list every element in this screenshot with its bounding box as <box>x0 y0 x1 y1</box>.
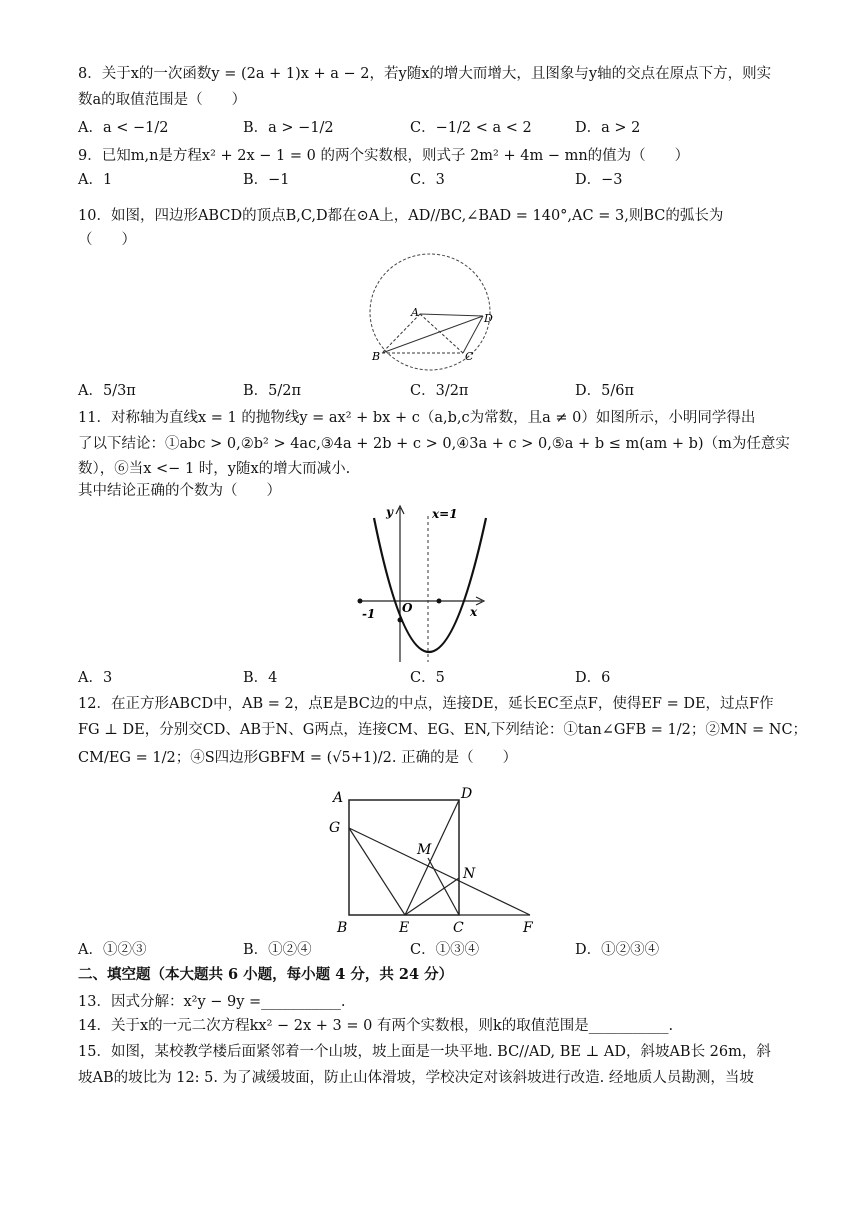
q12-label-b: B <box>337 920 348 936</box>
q10-option-b: B．5/2π <box>243 383 302 399</box>
q12-stem-line2: FG ⊥ DE，分别交CD、AB于N、G两点，连接CM、EG、EN,下列结论：①tan∠GFB = 1/2；②MN = NC； <box>78 722 808 738</box>
q12-label-f: F <box>523 920 533 936</box>
q15-stem-line1: 15．如图，某校教学楼后面紧邻着一个山坡，坡上面是一块平地. BC//AD, BE ⊥ AD，斜坡AB长 26m，斜 <box>78 1044 771 1060</box>
q12-label-c: C <box>453 920 464 936</box>
q11-option-d: D．6 <box>575 670 611 686</box>
q9-option-b: B．−1 <box>243 172 290 188</box>
q12-option-d: D．①②③④ <box>575 942 660 958</box>
q11-label-minus1: -1 <box>362 607 376 621</box>
q12-option-c: C．①③④ <box>410 942 480 958</box>
q12-label-n: N <box>463 866 476 882</box>
q11-label-axis: x=1 <box>432 507 458 521</box>
q10-option-d: D．5/6π <box>575 383 634 399</box>
q11-option-b: B．4 <box>243 670 278 686</box>
q8-stem-line1: 8．关于x的一次函数y = (2a + 1)x + a − 2，若y随x的增大而增大，且图象与y轴的交点在原点下方，则实 <box>78 66 772 82</box>
q11-label-origin: O <box>402 601 413 615</box>
q13-stem: 13．因式分解：x²y − 9y =___________. <box>78 994 346 1010</box>
section-heading: 二、填空题（本大题共 6 小题，每小题 4 分，共 24 分） <box>78 966 454 983</box>
q12-stem-line1: 12．在正方形ABCD中，AB = 2，点E是BC边的中点，连接DE，延长EC至点F，使得EF = DE，过点F作 <box>78 696 774 712</box>
q12-square-figure <box>325 780 545 938</box>
q10-circle-figure <box>360 252 510 374</box>
q12-option-a: A．①②③ <box>78 942 147 958</box>
q15-stem-line2: 坡AB的坡比为 12: 5. 为了减缓坡面，防止山体滑坡，学校决定对该斜坡进行改造. 经地质人员勘测，当坡 <box>78 1070 754 1086</box>
q11-stem-line1: 11．对称轴为直线x = 1 的抛物线y = ax² + bx + c（a,b,c为常数，且a ≠ 0）如图所示，小明同学得出 <box>78 410 756 426</box>
q8-option-d: D．a > 2 <box>575 120 641 136</box>
q10-label-a: A <box>411 306 419 319</box>
q11-stem-line3: 数），⑥当x <− 1 时，y随x的增大而减小. <box>78 461 351 477</box>
q9-option-a: A．1 <box>78 172 113 188</box>
q12-option-b: B．①②④ <box>243 942 312 958</box>
q11-option-c: C．5 <box>410 670 445 686</box>
q11-stem-line2: 了以下结论：①abc > 0,②b² > 4ac,③4a + 2b + c > 0,④3a + c > 0,⑤a + b ≤ m(am + b)（m为任意实 <box>78 436 790 452</box>
q8-option-c: C．−1/2 < a < 2 <box>410 120 532 136</box>
q9-stem-line1: 9．已知m,n是方程x² + 2x − 1 = 0 的两个实数根，则式子 2m² + 4m − mn的值为（ ） <box>78 148 690 164</box>
q10-stem-line2: （ ） <box>78 232 136 248</box>
q11-label-x: x <box>470 605 478 619</box>
q12-label-a: A <box>333 790 344 806</box>
q11-option-a: A．3 <box>78 670 113 686</box>
q8-option-b: B．a > −1/2 <box>243 120 334 136</box>
q14-stem: 14．关于x的一元二次方程kx² − 2x + 3 = 0 有两个实数根，则k的取值范围是___________. <box>78 1018 674 1034</box>
q10-label-d: D <box>484 312 493 325</box>
q9-option-c: C．3 <box>410 172 445 188</box>
q10-stem-line1: 10．如图，四边形ABCD的顶点B,C,D都在⊙A上，AD//BC,∠BAD = 140°,AC = 3,则BC的弧长为 <box>78 208 724 224</box>
q10-option-c: C．3/2π <box>410 383 469 399</box>
q11-stem-line4: 其中结论正确的个数为（ ） <box>78 483 281 499</box>
q12-label-e: E <box>399 920 410 936</box>
q12-label-d: D <box>461 786 473 802</box>
q10-option-a: A．5/3π <box>78 383 136 399</box>
q11-label-y: y <box>386 505 393 519</box>
q10-label-c: C <box>465 350 474 363</box>
q12-stem-line3: CM/EG = 1/2；④S四边形GBFM = (√5+1)/2. 正确的是（ ） <box>78 750 518 766</box>
q9-option-d: D．−3 <box>575 172 623 188</box>
q12-label-m: M <box>417 842 432 858</box>
q8-option-a: A．a < −1/2 <box>78 120 169 136</box>
q8-stem-line2: 数a的取值范围是（ ） <box>78 92 247 108</box>
q10-label-b: B <box>372 350 381 363</box>
q12-label-g: G <box>329 820 341 836</box>
q11-parabola-figure <box>350 502 500 664</box>
